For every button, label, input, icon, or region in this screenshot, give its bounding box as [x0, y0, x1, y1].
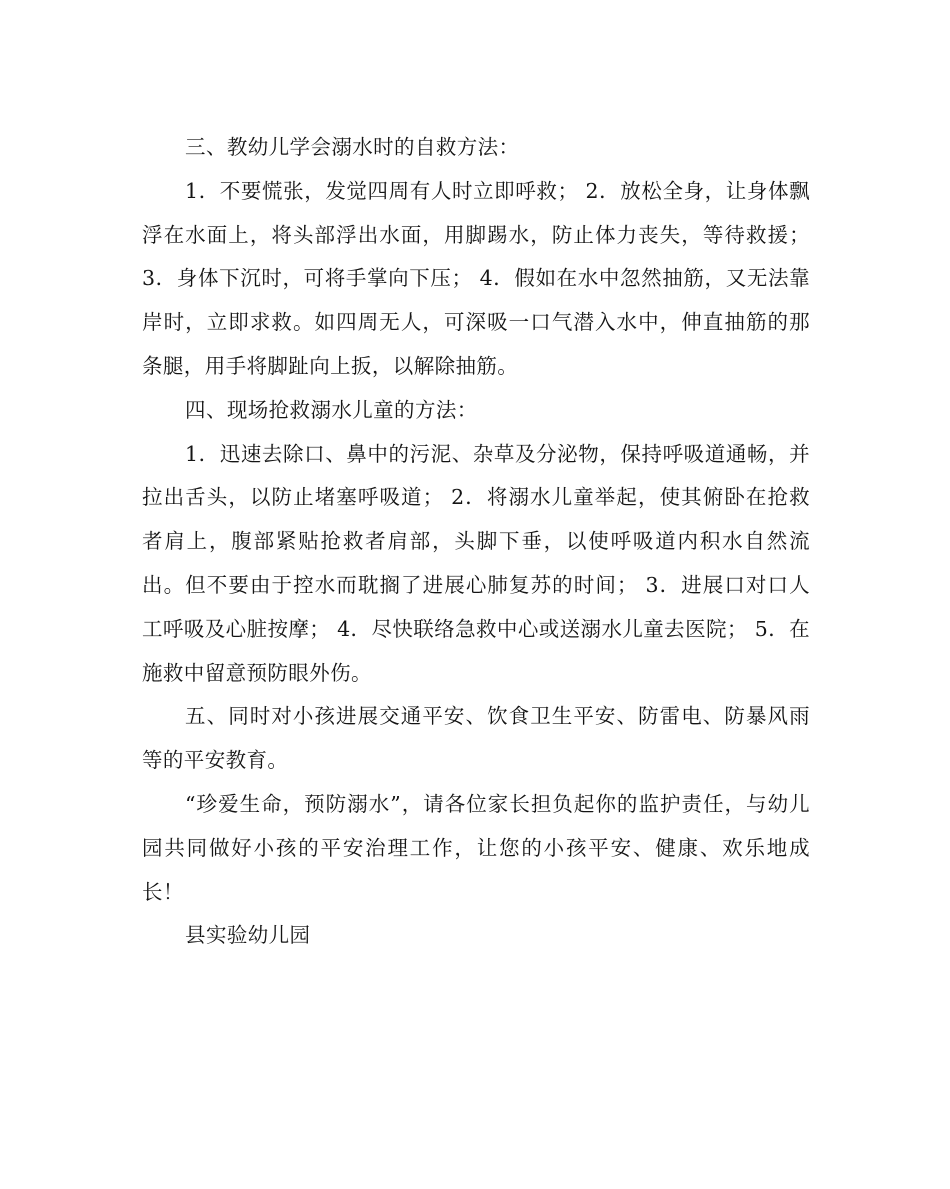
on-site-rescue-steps-paragraph: 1．迅速去除口、鼻中的污泥、杂草及分泌物，保持呼吸道通畅，并拉出舌头，以防止堵塞呼吸道； 2．将溺水儿童举起，使其俯卧在抢救者肩上，腹部紧贴抢救者肩部，头脚下垂，以使呼吸道内积水自然流出。但不要由于控水而耽搁了进展心肺复苏的时间； 3．进展口对口人工呼吸及心脏按摩； 4．尽快联络急救中心或送溺水儿童去医院； 5．在施救中留意预防眼外伤。 — [142, 441, 810, 685]
document-body — [142, 126, 810, 958]
signature-line: 县实验幼儿园 — [185, 923, 311, 948]
section-heading-on-site-rescue: 四、现场抢救溺水儿童的方法： — [185, 397, 478, 422]
self-rescue-steps-paragraph: 1．不要慌张，发觉四周有人时立即呼救； 2．放松全身，让身体飘浮在水面上，将头部浮出水面，用脚踢水，防止体力丧失，等待救援； 3．身体下沉时，可将手掌向下压； 4．假如在水中忽然抽筋，又无法靠岸时，立即求救。如四周无人，可深吸一口气潜入水中，伸直抽筋的那条腿，用手将脚趾向上扳，以解除抽筋。 — [142, 178, 810, 378]
section-five-paragraph: 五、同时对小孩进展交通平安、饮食卫生平安、防雷电、防暴风雨等的平安教育。 — [142, 704, 810, 773]
section-heading-self-rescue: 三、教幼儿学会溺水时的自救方法： — [185, 135, 520, 159]
closing-appeal-paragraph: “珍爱生命，预防溺水”，请各位家长担负起你的监护责任，与幼儿园共同做好小孩的平安治理工作，让您的小孩平安、健康、欢乐地成长！ — [142, 791, 810, 904]
